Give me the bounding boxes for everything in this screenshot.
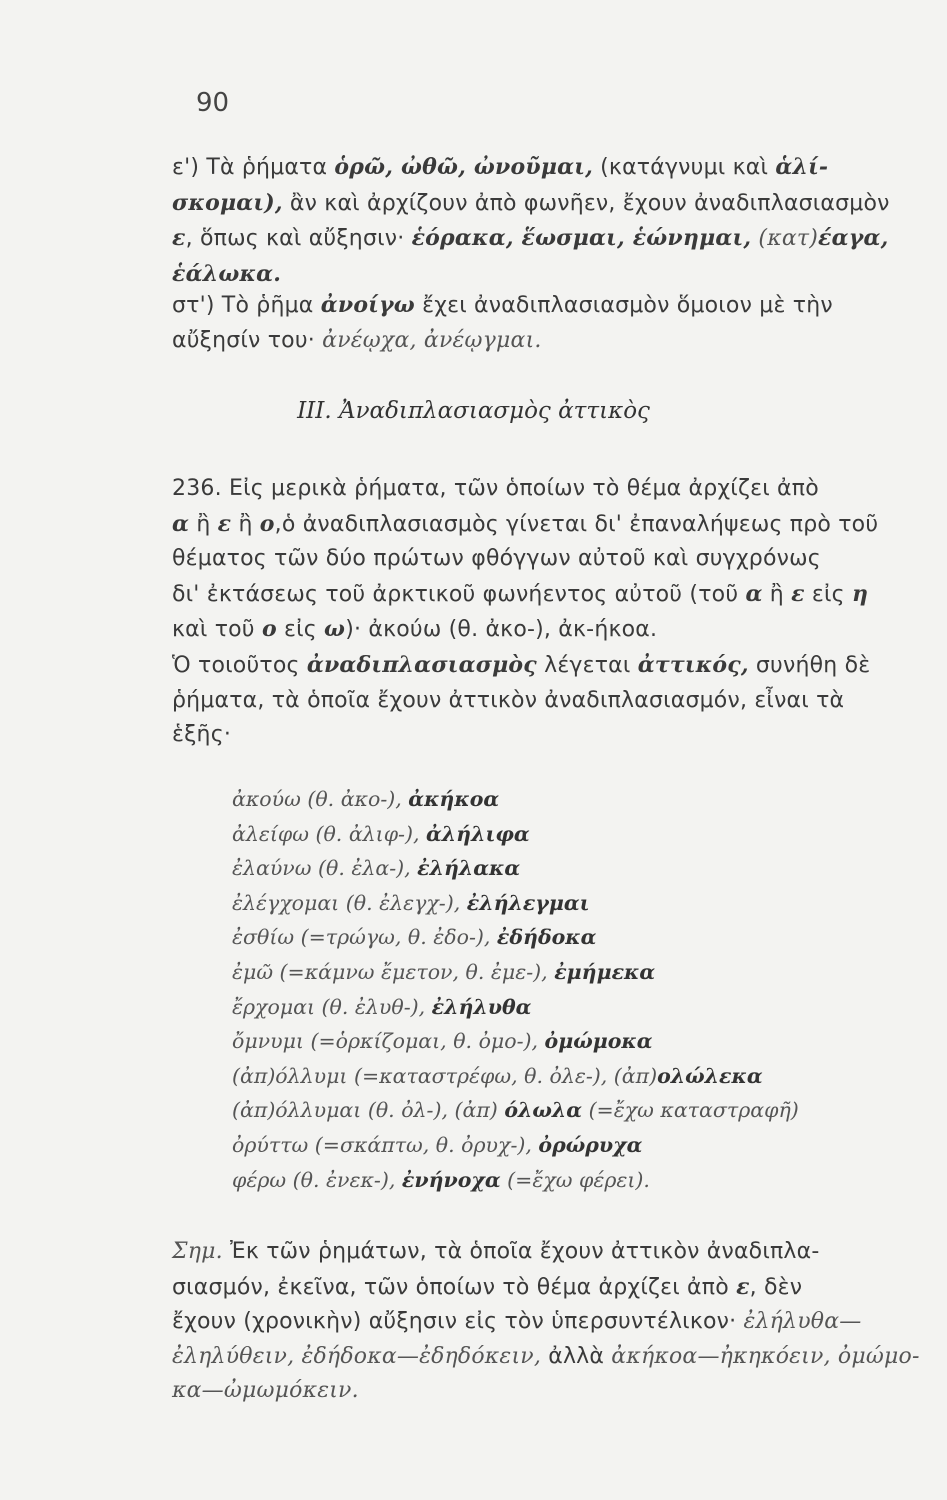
text: ἂν καὶ ἀρχίζουν ἀπὸ φωνῆεν, ἔχουν ἀναδιπλασιασμὸν (282, 190, 890, 216)
note-label: Σημ. (172, 1239, 223, 1264)
emphasis: ἁλί- (775, 154, 829, 180)
letter: η (851, 580, 869, 607)
verb-list (232, 782, 799, 1197)
emphasis: ἑόρακα, ἕωσμαι, ἑώνημαι, (411, 225, 752, 251)
text: αὔξησίν του· (172, 327, 323, 353)
text: σιασμόν, ἐκεῖνα, τῶν ὁποίων τὸ θέμα ἀρχίζει ἀπὸ (172, 1274, 737, 1300)
text: (κατάγνυμι καὶ (592, 155, 776, 180)
text: λέγεται (536, 653, 638, 678)
list-item: ἐλαύνω (θ. ἐλα-), ἐλήλακα (232, 856, 521, 881)
text: Ἐκ τῶν ῥημάτων, τὰ ὁποῖα ἔχουν ἀττικὸν ἀναδιπλα- (222, 1239, 820, 1264)
text-line: ἑξῆς· (172, 722, 232, 747)
text: συνήθη δὲ (748, 653, 871, 678)
paragraph-e (172, 150, 912, 292)
letter: α (172, 510, 190, 537)
list-item: ἐμῶ (=κάμνω ἔμετον, θ. ἐμε-), ἐμήμεκα (232, 959, 656, 984)
text: ,ὁ ἀναδιπλασιασμὸς γίνεται δι' ἐπαναλήψεως πρὸ τοῦ (274, 511, 879, 537)
text-line: θέματος τῶν δύο πρώτων φθόγγων αὐτοῦ καὶ συγχρόνως (172, 546, 821, 571)
text: εἰς (276, 617, 325, 642)
letter: ο (261, 616, 277, 642)
italic-text: (κατ) (751, 226, 819, 251)
text: καὶ τοῦ (172, 617, 262, 642)
text-line: 236. Εἰς μερικὰ ῥήματα, τῶν ὁποίων τὸ θέμα ἀρχίζει ἀπὸ (172, 476, 819, 501)
emphasis: σκομαι), (172, 189, 283, 216)
list-item: φέρω (θ. ἐνεκ-), ἐνήνοχα (=ἔχω φέρει). (232, 1167, 650, 1192)
emphasis: έαγα, (818, 225, 889, 251)
paragraph-attic (172, 648, 912, 753)
text: ἔχει ἀναδιπλασιασμὸν ὅμοιον μὲ τὴν (414, 293, 833, 318)
section-heading: ΙΙΙ. Ἀναδιπλασιασμὸς ἀττικὸς (297, 398, 650, 424)
list-item: ἐσθίω (=τρώγω, θ. ἐδο-), ἐδήδοκα (232, 925, 597, 950)
list-item: ἀλείφω (θ. ἀλιφ-), ἀλήλιφα (232, 821, 530, 846)
text: στ') Τὸ ῥῆμα (172, 293, 321, 318)
text: , δὲν (749, 1274, 803, 1300)
list-item: (ἀπ)όλλυμαι (θ. ὀλ-), (ἀπ) όλωλα (=ἔχω καταστραφῆ) (232, 1098, 799, 1123)
list-item: ἔρχομαι (θ. ἐλυθ-), ἐλήλυθα (232, 994, 532, 1019)
text: ἀλλὰ (541, 1343, 612, 1369)
text: ε') Τὰ ῥήματα (172, 155, 335, 180)
text: , ὅπως καὶ αὔξησιν· (185, 226, 412, 251)
italic-text: ἀνέῳχα, ἀνέῳγμαι. (322, 327, 542, 353)
letter: ω (324, 616, 346, 642)
text: εἰς (804, 581, 852, 607)
list-item: ὄμνυμι (=ὁρκίζομαι, θ. ὀμο-), ὀμώμοκα (232, 1029, 653, 1054)
text: ἢ (189, 511, 218, 537)
letter: α (745, 580, 763, 607)
letter: ε (217, 510, 232, 537)
text: ἢ (762, 581, 792, 607)
italic-text: κα—ὠμωμόκειν. (172, 1378, 359, 1403)
letter: ε (791, 580, 805, 607)
paragraph-st (172, 288, 912, 358)
note-paragraph (172, 1235, 920, 1409)
emphasis: ε (172, 225, 186, 251)
italic-text: ἐληλύθειν, ἐδήδοκα—ἐδηδόκειν, (172, 1343, 542, 1369)
letter: ε (736, 1273, 750, 1300)
emphasis: ἑάλωκα. (172, 260, 282, 287)
list-item: (ἀπ)όλλυμι (=καταστρέφω, θ. ὀλε-), (ἀπ)ολώλεκα (232, 1063, 763, 1088)
emphasis: ἀναδιπλασιασμὸς (306, 652, 537, 678)
emphasis: ἀνοίγω (320, 292, 415, 318)
page-number: 90 (196, 88, 230, 118)
emphasis: ἀττικός, (637, 652, 749, 678)
text: ἔχουν (χρονικὴν) αὔξησιν εἰς τὸν ὑπερσυντέλικον· (172, 1309, 744, 1334)
list-item: ὀρύττω (=σκάπτω, θ. ὀρυχ-), ὀρώρυχα (232, 1132, 643, 1157)
letter: ο (259, 510, 275, 537)
italic-text: ἐλήλυθα— (743, 1309, 862, 1334)
section-236 (172, 472, 912, 648)
emphasis: ὁρῶ, ὠθῶ, ὠνοῦμαι, (334, 154, 593, 180)
text: ἢ (231, 511, 260, 537)
list-item: ἐλέγχομαι (θ. ἐλεγχ-), ἐλήλεγμαι (232, 890, 590, 915)
text: Ὁ τοιοῦτος (172, 653, 307, 678)
list-item: ἀκούω (θ. ἀκο-), ἀκήκοα (232, 787, 500, 811)
text: )· ἀκούω (θ. ἀκο-), ἀκ-ήκοα. (345, 617, 658, 642)
text: δι' ἐκτάσεως τοῦ ἀρκτικοῦ φωνήεντος αὐτοῦ (τοῦ (172, 581, 746, 607)
italic-text: ἀκήκοα—ἠκηκόειν, ὀμώμο- (611, 1343, 920, 1369)
text-line: ῥήματα, τὰ ὁποῖα ἔχουν ἀττικὸν ἀναδιπλασιασμόν, εἶναι τὰ (172, 687, 845, 713)
